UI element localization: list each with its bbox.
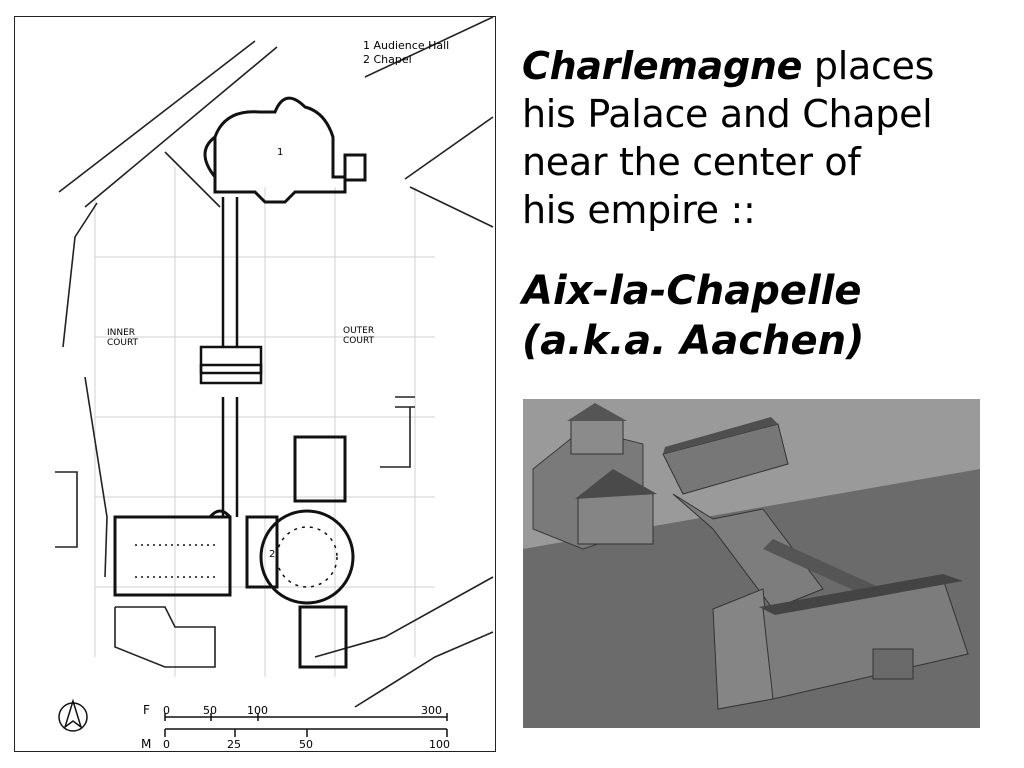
chapel-outline [247,437,353,667]
inner-court-label-1: INNER [107,328,136,338]
place-line-2: (a.k.a. Aachen) [522,318,865,364]
place-line-1: Aix-la-Chapelle [522,268,862,314]
audience-hall-outline [205,98,365,202]
scale-feet-tick-50: 50 [203,704,217,717]
plan-streets [55,17,493,707]
scale-feet-unit: F [143,703,150,717]
place-name [522,266,1002,366]
palace-model-icon [523,399,980,728]
north-arrow-icon [59,701,87,731]
inner-court-label-2: COURT [107,338,139,348]
plan-legend-hall: 1 Audience Hall [363,39,450,52]
outer-court-label-1: OUTER [343,326,375,336]
scale-meters-tick-25: 25 [227,738,241,751]
heading-text [522,42,1002,234]
scale-feet-tick-300: 300 [421,704,442,717]
hall-number: 1 [277,147,284,158]
gallery-outline [201,197,261,517]
outer-court-label-2: COURT [343,336,375,346]
plan-legend-chapel: 2 Chapel [363,53,412,66]
heading-line-1-rest: places [802,44,935,88]
heading-line-4: his empire :: [522,188,756,232]
scale-feet-tick-0: 0 [163,704,170,717]
palace-site-plan [14,16,496,752]
heading-name: Charlemagne [522,44,803,88]
heading-line-2: his Palace and Chapel [522,92,933,136]
heading-line-3: near the center of [522,140,861,184]
chapel-number: 2 [269,549,276,560]
palace-model-photo [523,399,980,728]
scale-meters-tick-0: 0 [163,738,170,751]
scale-meters-unit: M [141,737,152,751]
west-building-outline [115,511,230,595]
scale-feet-tick-100: 100 [247,704,268,717]
plan-drawing [15,17,495,751]
heading-line-1 [522,42,1002,90]
scale-meters-tick-50: 50 [299,738,313,751]
scale-meters-tick-100: 100 [429,738,450,751]
plan-grid [95,167,435,677]
